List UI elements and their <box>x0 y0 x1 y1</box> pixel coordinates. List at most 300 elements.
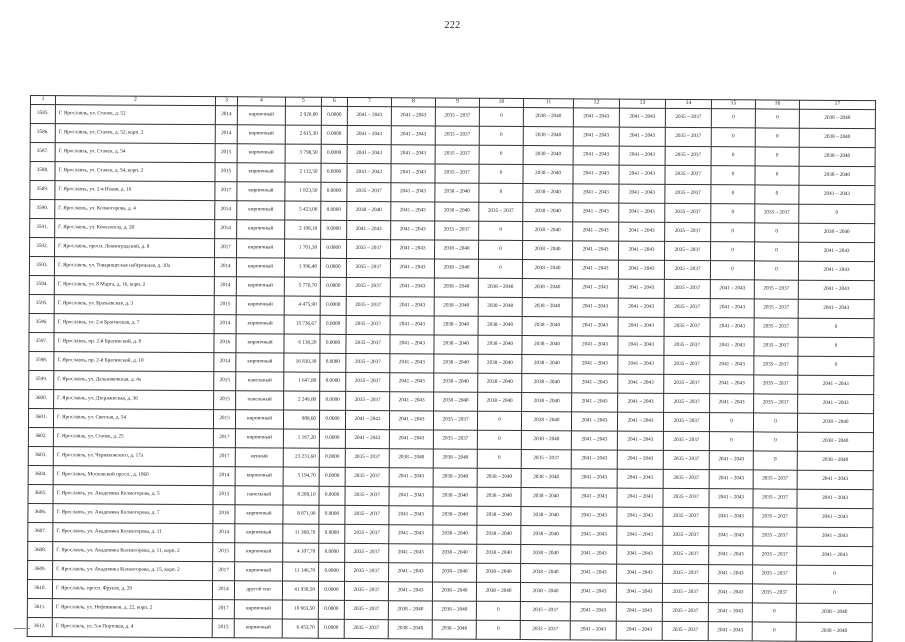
table-cell: 2041 – 2043 <box>709 451 753 470</box>
table-cell: 2041 – 2043 <box>797 508 873 527</box>
address-cell: Г. Ярославль, ул. Братьевская, д. 3 <box>54 295 214 315</box>
table-cell: 2035 – 2037 <box>662 583 708 602</box>
table-cell: 1 701,30 <box>285 239 321 258</box>
address-cell: Г. Ярославль, ул. Стачек, д. 52 <box>55 105 215 125</box>
table-cell: 2041 – 2043 <box>571 564 617 583</box>
table-cell: 0.0000 <box>320 277 346 296</box>
address-cell: Г. Ярославль, ул. 8 Марта, д. 16, корп. 2 <box>54 276 214 296</box>
table-cell: 2035 – 2037 <box>520 602 570 621</box>
table-cell: 2016 <box>214 334 236 353</box>
table-cell: 2041 – 2043 <box>797 527 873 546</box>
table-cell: 2041 – 2043 <box>798 280 874 299</box>
table-cell: 2017 <box>213 448 235 467</box>
table-cell: 2041 – 2043 <box>709 508 753 527</box>
table-cell: 0 <box>797 565 873 584</box>
table-cell: 8 871,90 <box>283 505 319 524</box>
address-cell: Г. Ярославль, ул. Стачек, д. 54 <box>55 143 215 163</box>
table-cell: 2038 – 2040 <box>796 622 872 641</box>
table-cell: 2038 – 2040 <box>523 241 573 260</box>
table-cell: 2041 – 2043 <box>345 429 389 448</box>
table-cell: 2035 – 2037 <box>346 296 390 315</box>
table-cell: 2035 – 2037 <box>754 318 798 337</box>
table-cell: 0 <box>479 164 523 183</box>
address-cell: Г. Ярославль, ул. Нефтяников, д. 22, корп. 2 <box>52 599 212 619</box>
table-cell: 2038 – 2040 <box>522 336 572 355</box>
address-cell: Г. Ярославль, ул. Академика Колмогорова, д. 11, корп. 2 <box>53 542 213 562</box>
table-cell: 2041 – 2043 <box>618 355 664 374</box>
table-cell: 2041 – 2043 <box>390 297 434 316</box>
table-cell: 4 475,90 <box>284 296 320 315</box>
table-cell: 4 107,70 <box>283 543 319 562</box>
table-cell: 2041 – 2043 <box>617 526 663 545</box>
table-cell: 2041 – 2043 <box>389 525 433 544</box>
column-number-cell: 14 <box>665 99 711 108</box>
table-cell: 2035 – 2037 <box>346 315 390 334</box>
table-cell: 2041 – 2043 <box>571 526 617 545</box>
table-cell: 0 <box>479 183 523 202</box>
table-cell: 2041 – 2043 <box>619 165 665 184</box>
table-cell: 2035 – 2037 <box>664 393 710 412</box>
table-cell: 2017 <box>215 182 237 201</box>
table-cell: 2015 <box>212 619 234 638</box>
table-cell: 2038 – 2040 <box>434 259 478 278</box>
table-cell: 2038 – 2040 <box>523 165 573 184</box>
row-index-cell: 3593. <box>29 257 54 276</box>
table-cell: 2038 – 2040 <box>522 279 572 298</box>
table-cell: 2035 – 2037 <box>344 600 388 619</box>
table-cell: 2041 – 2043 <box>388 582 432 601</box>
table-cell: 2041 – 2043 <box>391 126 435 145</box>
table-cell: кирпичный <box>234 619 282 638</box>
table-cell: 2041 – 2043 <box>710 356 754 375</box>
table-cell: 2014 <box>214 277 236 296</box>
address-cell: Г. Ярославль, ул. Академика Колмогорова, д. 15, корп. 2 <box>53 561 213 581</box>
table-cell: 2041 – 2043 <box>389 544 433 563</box>
table-cell: 2038 – 2040 <box>434 278 478 297</box>
table-cell: 0 <box>477 411 521 430</box>
table-cell: 5 194,70 <box>283 467 319 486</box>
table-cell: 2035 – 2037 <box>435 126 479 145</box>
row-index-cell: 3599. <box>29 370 54 389</box>
table-cell: 2038 – 2040 <box>521 507 571 526</box>
table-cell: 1 167,20 <box>283 429 319 448</box>
table-cell: 2041 – 2043 <box>619 203 665 222</box>
table-cell: 2035 – 2037 <box>663 488 709 507</box>
table-cell: 0.0000 <box>320 258 346 277</box>
table-cell: 2035 – 2037 <box>435 107 479 126</box>
table-cell: 2038 – 2040 <box>432 620 476 639</box>
table-cell: 2035 – 2037 <box>753 508 797 527</box>
table-cell: 0.0000 <box>318 600 344 619</box>
table-cell: 2038 – 2040 <box>521 526 571 545</box>
column-number-cell: 12 <box>573 99 619 108</box>
table-cell: кирпичный <box>235 543 283 562</box>
table-cell: 2038 – 2040 <box>478 335 522 354</box>
table-cell: кирпичный <box>237 163 285 182</box>
table-cell: 2035 – 2037 <box>662 621 708 640</box>
table-cell: 2038 – 2040 <box>478 354 522 373</box>
table-cell: 0 <box>477 449 521 468</box>
table-cell: 0 <box>755 223 799 242</box>
address-cell: Г. Ярославль, ул. Черняховского, д. 17а <box>53 447 213 467</box>
table-cell: 2041 – 2043 <box>617 469 663 488</box>
table-cell: 2041 – 2043 <box>619 222 665 241</box>
table-cell: 2041 – 2043 <box>389 487 433 506</box>
table-cell: 2041 – 2043 <box>391 240 435 259</box>
table-cell: 2041 – 2043 <box>618 393 664 412</box>
table-cell: 2041 – 2043 <box>618 260 664 279</box>
address-cell: Г. Ярославль, ул. Стачек, д. 54, корп. 2 <box>55 162 215 182</box>
table-cell: 2038 – 2040 <box>433 506 477 525</box>
row-index-cell: 3609. <box>28 560 53 579</box>
table-cell: 2041 – 2043 <box>617 507 663 526</box>
table-cell: 2038 – 2040 <box>435 240 479 259</box>
table-cell: 2041 – 2043 <box>570 602 616 621</box>
table-cell: 2038 – 2040 <box>477 468 521 487</box>
table-cell: 2041 – 2043 <box>390 259 434 278</box>
table-cell: 2041 – 2043 <box>617 431 663 450</box>
address-cell: Г. Ярославль, ул. 2-я Брагинская, д. 7 <box>54 314 214 334</box>
table-cell: 2038 – 2040 <box>521 469 571 488</box>
table-cell: 2014 <box>212 581 234 600</box>
table-cell: 2041 – 2043 <box>617 545 663 564</box>
table-cell: 2041 – 2043 <box>573 108 619 127</box>
table-cell: 2035 – 2037 <box>752 584 796 603</box>
table-cell: кирпичный <box>235 467 283 486</box>
table-cell: 2038 – 2040 <box>434 354 478 373</box>
table-cell: 2035 – 2037 <box>663 469 709 488</box>
table-cell: 2035 – 2037 <box>754 375 798 394</box>
table-cell: 2035 – 2037 <box>435 164 479 183</box>
table-cell: 15 736,67 <box>284 315 320 334</box>
table-cell: 0 <box>798 337 874 356</box>
table-cell: 2038 – 2040 <box>477 487 521 506</box>
table-cell: кирпичный <box>235 524 283 543</box>
address-cell: Г. Ярославль, ул. Комсомола, д. 28 <box>55 219 215 239</box>
address-cell: Г. Ярославль, ул. 2-я Новая, д. 16 <box>55 181 215 201</box>
table-cell: 2038 – 2040 <box>388 601 432 620</box>
table-cell: 2035 – 2037 <box>663 564 709 583</box>
table-cell: 2035 – 2037 <box>345 467 389 486</box>
table-cell: 2041 – 2043 <box>390 354 434 373</box>
table-cell: 2041 – 2043 <box>619 146 665 165</box>
table-cell: 2035 – 2037 <box>664 317 710 336</box>
row-index-cell: 3603. <box>28 446 53 465</box>
table-cell: 0 <box>796 584 872 603</box>
table-cell: 2041 – 2043 <box>572 374 618 393</box>
table-cell: 2038 – 2040 <box>476 582 520 601</box>
table-cell: 2041 – 2043 <box>708 584 752 603</box>
table-cell: 2041 – 2043 <box>708 603 752 622</box>
column-number-cell: 7 <box>347 97 391 106</box>
table-cell: 0 <box>479 107 523 126</box>
table-cell: 2041 – 2043 <box>391 164 435 183</box>
table-cell: 2035 – 2037 <box>346 258 390 277</box>
table-cell: 2041 – 2043 <box>797 470 873 489</box>
table-cell: 2041 – 2043 <box>798 299 874 318</box>
table-cell: 2041 – 2043 <box>619 108 665 127</box>
table-cell: 2041 – 2043 <box>571 469 617 488</box>
table-cell: 0.0000 <box>318 581 344 600</box>
table-cell: 2015 <box>213 543 235 562</box>
table-cell: 2015 <box>214 391 236 410</box>
table-cell: 2041 – 2043 <box>619 241 665 260</box>
row-index-cell: 3585. <box>30 105 55 124</box>
table-cell: 0.0000 <box>320 296 346 315</box>
table-cell: 2041 – 2043 <box>617 564 663 583</box>
table-cell: кирпичный <box>234 600 282 619</box>
page-number: 222 <box>444 20 461 31</box>
table-cell: 2035 – 2037 <box>665 146 711 165</box>
table-cell: 0.0000 <box>319 562 345 581</box>
address-cell: Г. Ярославль, ул. Академика Колмогорова, д. 7 <box>53 504 213 524</box>
column-number-cell: 15 <box>711 100 755 109</box>
column-number-cell: 3 <box>215 97 237 106</box>
table-cell: кирпичный <box>235 410 283 429</box>
table-cell: 2035 – 2037 <box>665 127 711 146</box>
table-cell: 2035 – 2037 <box>663 526 709 545</box>
table-cell: 1 647,80 <box>284 372 320 391</box>
table-cell: 2035 – 2037 <box>347 182 391 201</box>
table-cell: 2035 – 2037 <box>754 299 798 318</box>
table-cell: 0.0000 <box>321 201 347 220</box>
table-cell: 2035 – 2037 <box>663 507 709 526</box>
table-cell: 2035 – 2037 <box>346 353 390 372</box>
row-index-cell: 3595. <box>29 294 54 313</box>
row-index-cell: 3602. <box>28 427 53 446</box>
table-cell: 2041 – 2043 <box>572 317 618 336</box>
table-cell: 2035 – 2037 <box>664 298 710 317</box>
table-cell: 2035 – 2037 <box>345 505 389 524</box>
table-cell: 2041 – 2043 <box>390 278 434 297</box>
table-cell: 2035 – 2037 <box>664 374 710 393</box>
table-cell: 2038 – 2040 <box>797 432 873 451</box>
table-cell: 0.0000 <box>319 448 345 467</box>
table-cell: 0 <box>479 126 523 145</box>
table-cell: 2038 – 2040 <box>347 201 391 220</box>
table-cell: 2035 – 2037 <box>664 260 710 279</box>
table-cell: кирпичный <box>236 334 284 353</box>
table-cell: 2041 – 2043 <box>709 565 753 584</box>
table-cell: 2041 – 2043 <box>798 375 874 394</box>
table-cell: 2038 – 2040 <box>522 374 572 393</box>
table-cell: 2041 – 2043 <box>571 412 617 431</box>
table-cell: 2035 – 2037 <box>663 431 709 450</box>
address-cell: Г. Ярославль, ул. Светлая, д. 54 <box>53 409 213 429</box>
table-cell: 2041 – 2043 <box>570 621 616 640</box>
table-cell: 2035 – 2037 <box>344 581 388 600</box>
column-number-cell: 9 <box>435 98 479 107</box>
table-cell: 2041 – 2043 <box>571 488 617 507</box>
table-cell: 2014 <box>214 353 236 372</box>
table-cell: 2038 – 2040 <box>799 166 875 185</box>
table-cell: 2041 – 2043 <box>570 583 616 602</box>
table-cell: 2038 – 2040 <box>434 297 478 316</box>
row-index-cell: 3601. <box>28 408 53 427</box>
table-cell: 2041 – 2043 <box>619 184 665 203</box>
table-cell: 2041 – 2043 <box>391 183 435 202</box>
table-cell: 41 938,50 <box>282 581 318 600</box>
table-cell: 2038 – 2040 <box>433 487 477 506</box>
table-cell: 2038 – 2040 <box>389 449 433 468</box>
table-cell: 0 <box>754 242 798 261</box>
table-cell: 2038 – 2040 <box>799 147 875 166</box>
table-cell: 2 108,10 <box>285 220 321 239</box>
table-cell: 0 <box>711 185 755 204</box>
table-cell: 2041 – 2043 <box>572 336 618 355</box>
table-cell: 2014 <box>215 220 237 239</box>
table-cell: 2014 <box>214 258 236 277</box>
table-cell: 2041 – 2043 <box>710 375 754 394</box>
table-cell: 2014 <box>213 524 235 543</box>
table-cell: 2041 – 2043 <box>389 411 433 430</box>
table-cell: 2038 – 2040 <box>522 317 572 336</box>
table-cell: 2017 <box>212 600 234 619</box>
row-index-cell: 3607. <box>28 522 53 541</box>
column-number-cell: 1 <box>30 96 55 105</box>
table-cell: 0 <box>711 166 755 185</box>
table-cell: 2035 – 2037 <box>521 450 571 469</box>
row-index-cell: 3606. <box>28 503 53 522</box>
table-cell: 0.0000 <box>321 106 347 125</box>
table-cell: 2035 – 2037 <box>753 546 797 565</box>
table-cell: 2035 – 2037 <box>665 165 711 184</box>
table-cell: 2041 – 2043 <box>572 298 618 317</box>
table-cell: 0 <box>711 109 755 128</box>
table-cell: 1 823,50 <box>285 182 321 201</box>
table-cell: 2038 – 2040 <box>478 278 522 297</box>
table-cell: 23 231,60 <box>283 448 319 467</box>
table-cell: 0 <box>755 185 799 204</box>
table-cell: панельный <box>235 486 283 505</box>
table-cell: кирпичный <box>237 125 285 144</box>
table-cell: 0 <box>711 223 755 242</box>
table-cell: кирпичный <box>236 353 284 372</box>
table-cell: 2041 – 2043 <box>347 125 391 144</box>
table-cell: 2038 – 2040 <box>521 564 571 583</box>
table-cell: 2041 – 2043 <box>573 165 619 184</box>
address-cell: Г. Ярославль, ул. Товарищеская набережная, д. 10а <box>54 257 214 277</box>
table-cell: 2035 – 2037 <box>479 202 523 221</box>
table-cell: 5 423,00 <box>285 201 321 220</box>
table-cell: 2038 – 2040 <box>432 582 476 601</box>
table-cell: 2014 <box>215 201 237 220</box>
table-cell: 2041 – 2043 <box>616 621 662 640</box>
table-cell: 2041 – 2043 <box>390 335 434 354</box>
table-cell: 2038 – 2040 <box>434 335 478 354</box>
table-cell: 2017 <box>215 239 237 258</box>
table-cell: другой тип <box>234 581 282 600</box>
table-cell: иенный <box>235 448 283 467</box>
table-cell: 2035 – 2037 <box>345 486 389 505</box>
row-index-cell: 3611. <box>27 598 52 617</box>
table-cell: 2041 – 2043 <box>572 279 618 298</box>
address-cell: Г. Ярославль, ул. Дзержинская, д. 36 <box>54 390 214 410</box>
table-cell: 0 <box>755 166 799 185</box>
table-cell: 0 <box>711 147 755 166</box>
table-cell: 2041 – 2043 <box>391 221 435 240</box>
table-cell: 2041 – 2043 <box>347 106 391 125</box>
table-cell: 0 <box>710 261 754 280</box>
row-index-cell: 3594. <box>29 275 54 294</box>
row-index-cell: 3605. <box>28 484 53 503</box>
table-cell: 2038 – 2040 <box>434 373 478 392</box>
table-cell: 0.0000 <box>321 144 347 163</box>
table-cell: 0 <box>478 259 522 278</box>
table-cell: 2041 – 2043 <box>390 373 434 392</box>
table-cell: кирпичный <box>237 106 285 125</box>
table-cell: 2041 – 2043 <box>617 412 663 431</box>
table-cell: 2041 – 2043 <box>798 394 874 413</box>
table-cell: 2035 – 2037 <box>664 336 710 355</box>
address-cell: Г. Ярославль, ул. Дальняковская, д. 4а <box>54 371 214 391</box>
table-cell: кирпичный <box>236 296 284 315</box>
table-cell: 2041 – 2043 <box>573 146 619 165</box>
table-cell: 2015 <box>215 163 237 182</box>
table-cell: 2041 – 2043 <box>798 261 874 280</box>
column-number-cell: 13 <box>619 99 665 108</box>
table-cell: 0 <box>752 603 796 622</box>
table-cell: 6 453,70 <box>282 619 318 638</box>
table-cell: 2041 – 2043 <box>345 410 389 429</box>
row-index-cell: 3592. <box>30 238 55 257</box>
table-cell: 10 663,50 <box>282 600 318 619</box>
table-cell: 2017 <box>213 562 235 581</box>
table-cell: 2035 – 2037 <box>344 619 388 638</box>
table-cell: 11 146,70 <box>283 562 319 581</box>
table-cell: 2038 – 2040 <box>523 222 573 241</box>
table-cell: 2038 – 2040 <box>522 393 572 412</box>
table-cell: 0 <box>798 318 874 337</box>
table-cell: 2038 – 2040 <box>433 525 477 544</box>
table-cell: 2038 – 2040 <box>796 603 872 622</box>
row-index-cell: 3588. <box>30 162 55 181</box>
table-cell: 2035 – 2037 <box>753 470 797 489</box>
table-cell: 0.0000 <box>319 429 345 448</box>
table-cell: 2016 <box>213 505 235 524</box>
table-cell: 0 <box>798 356 874 375</box>
table-cell: 2035 – 2037 <box>663 450 709 469</box>
table-cell: 16 810,30 <box>284 353 320 372</box>
table-cell: 2035 – 2037 <box>346 372 390 391</box>
address-cell: Г. Ярославль, ул. Академика Колмогорова, д. 11 <box>53 523 213 543</box>
table-cell: панельный <box>236 391 284 410</box>
table-cell: 2041 – 2043 <box>391 202 435 221</box>
scan-margin-mark <box>14 628 30 629</box>
table-cell: 2041 – 2043 <box>573 184 619 203</box>
table-cell: 2038 – 2040 <box>521 431 571 450</box>
table-cell: 2041 – 2043 <box>389 506 433 525</box>
row-index-cell: 3591. <box>30 219 55 238</box>
table-cell: 1 396,40 <box>284 258 320 277</box>
table-cell: 2 249,00 <box>284 391 320 410</box>
table-cell: 2041 – 2043 <box>347 144 391 163</box>
table-cell: 2038 – 2040 <box>523 108 573 127</box>
table-cell: 2035 – 2037 <box>435 221 479 240</box>
row-index-cell: 3596. <box>29 313 54 332</box>
row-index-cell: 3598. <box>29 351 54 370</box>
column-number-cell: 11 <box>523 99 573 108</box>
table-cell: 2038 – 2040 <box>797 413 873 432</box>
table-cell: 2038 – 2040 <box>435 183 479 202</box>
table-cell: 2041 – 2043 <box>571 507 617 526</box>
table-cell: 8 208,10 <box>283 486 319 505</box>
row-index-cell: 3608. <box>28 541 53 560</box>
column-number-cell: 6 <box>321 97 347 106</box>
table-cell: 2038 – 2040 <box>478 373 522 392</box>
table-cell: 2035 – 2037 <box>346 334 390 353</box>
table-cell: 2035 – 2037 <box>664 355 710 374</box>
